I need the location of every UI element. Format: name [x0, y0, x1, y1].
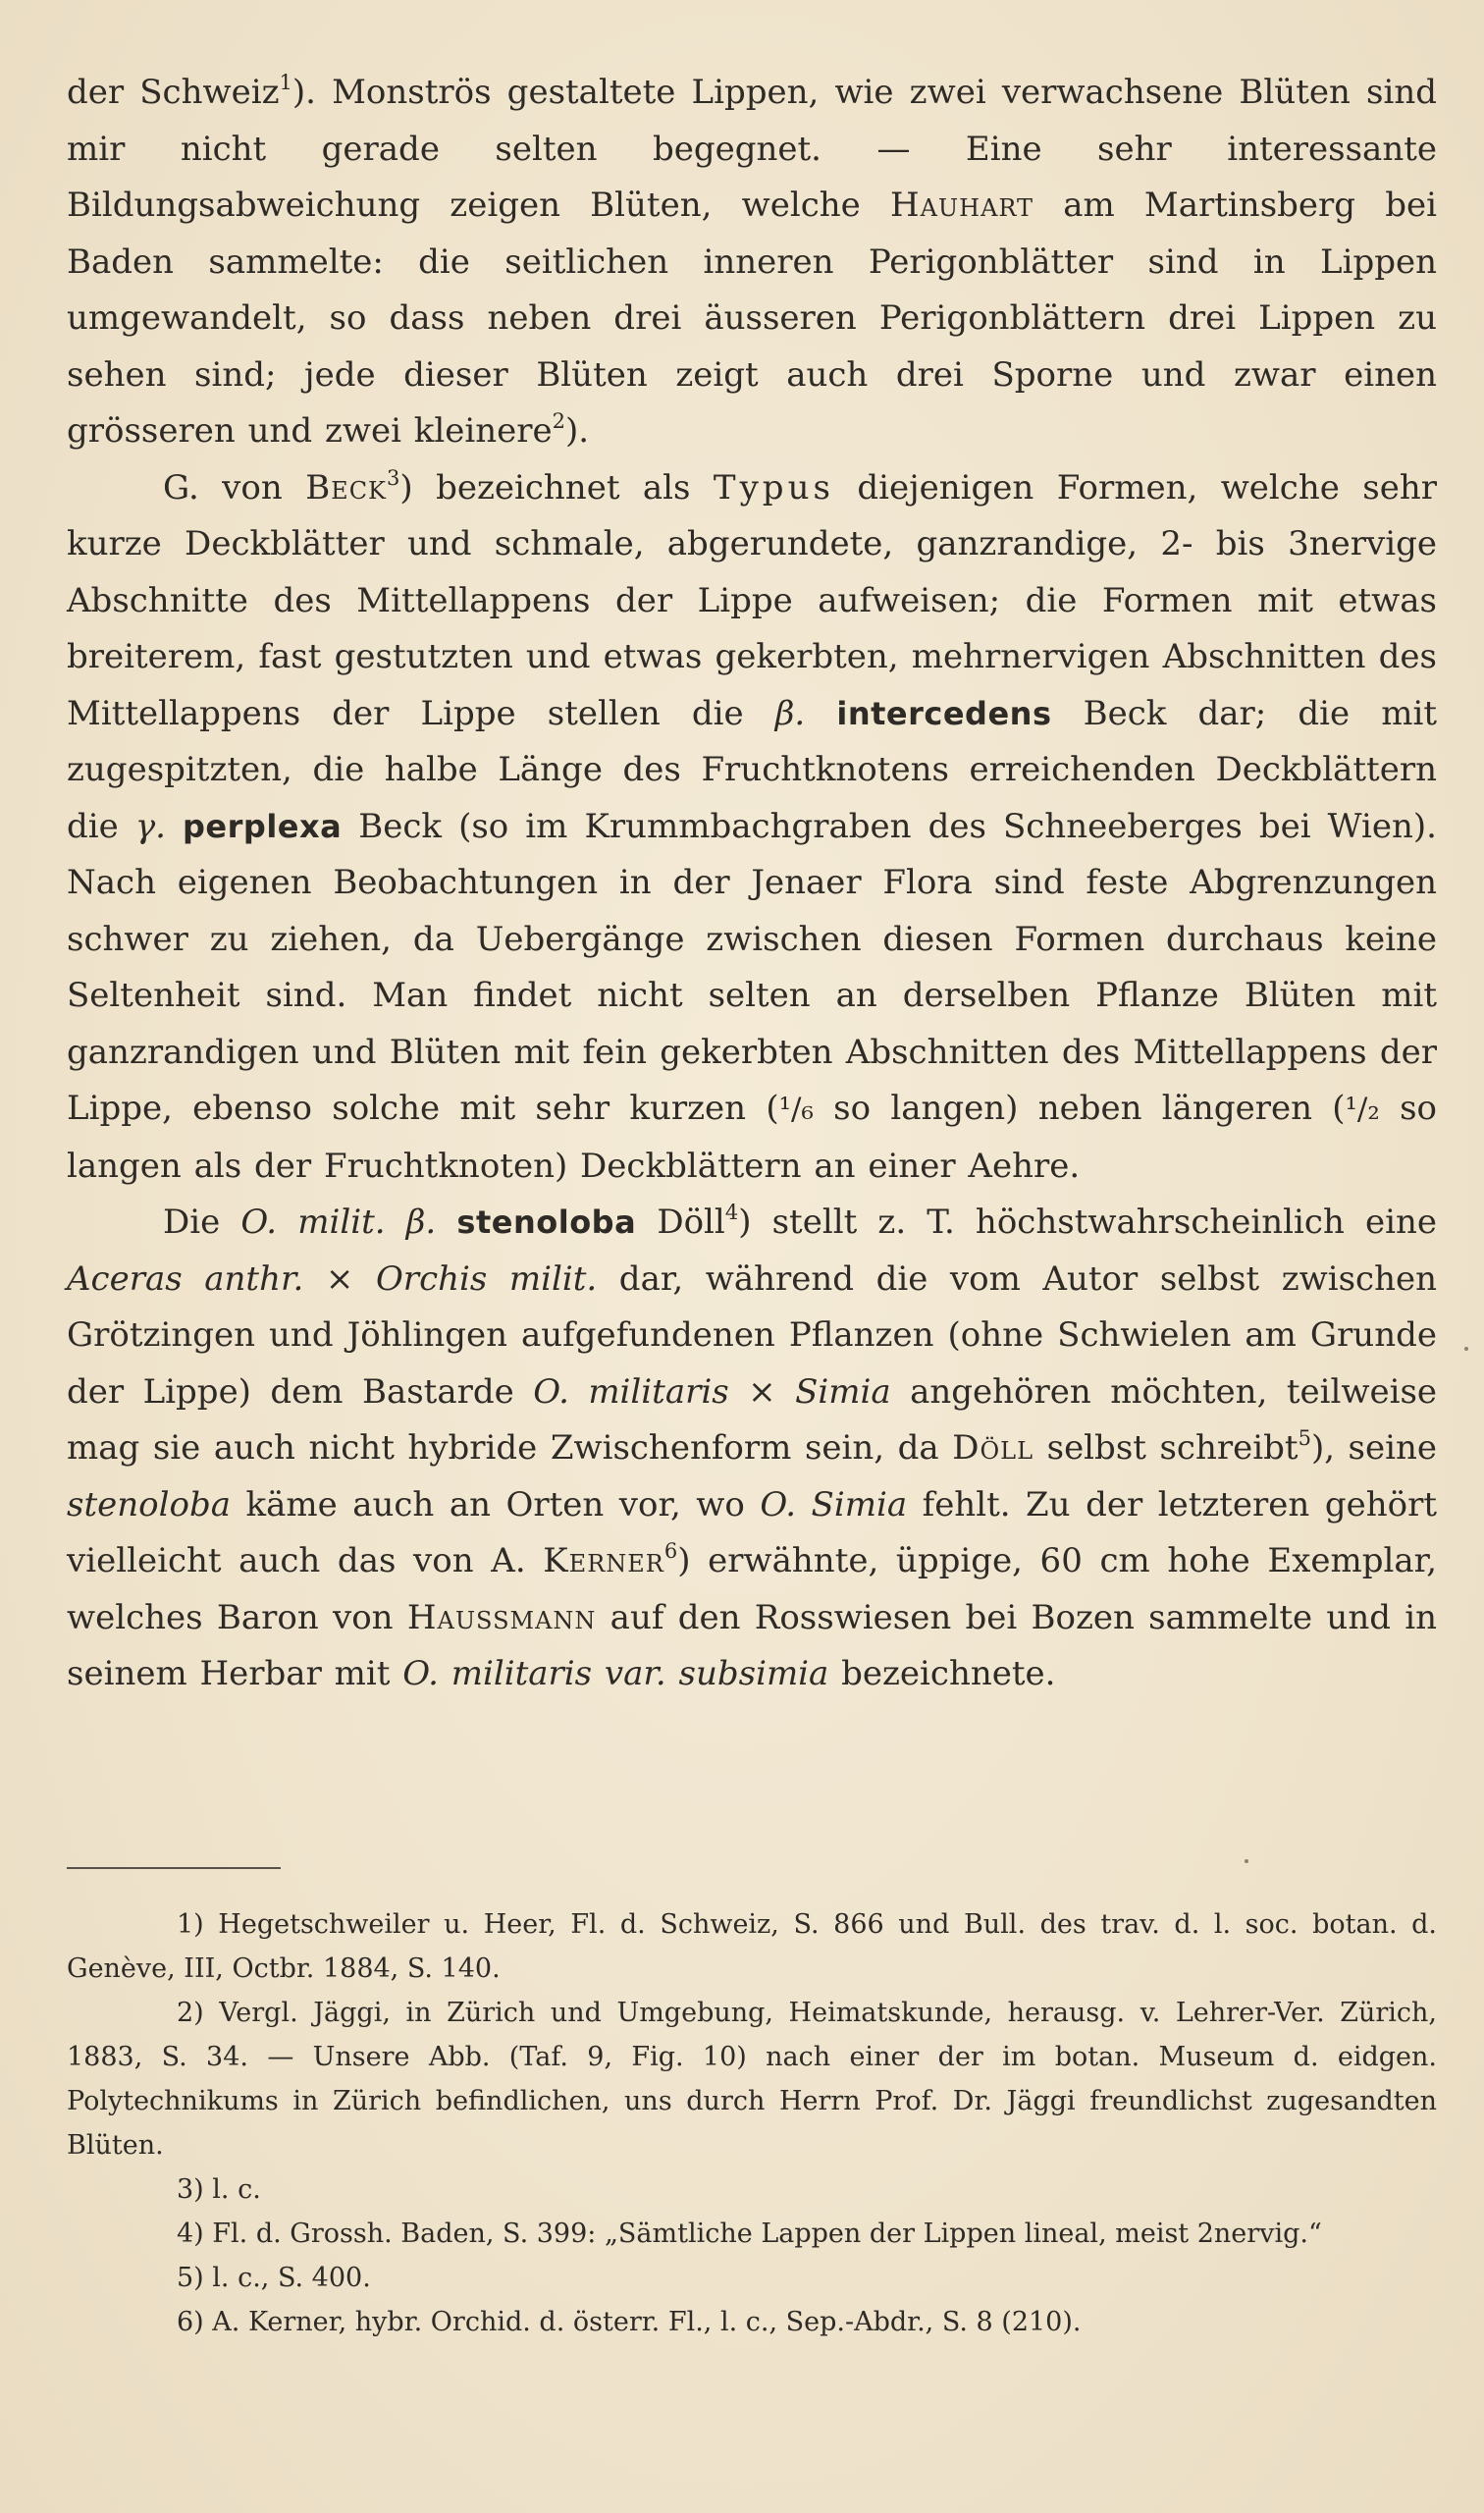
paragraph-1 [67, 65, 1437, 460]
paragraph-2 [67, 460, 1437, 1196]
footnote-6: 6) A. Kerner, hybr. Orchid. d. österr. Fl., l. c., Sep.-Abdr., S. 8 (210). [177, 2307, 1082, 2337]
taxon-simia: Simia [795, 1371, 891, 1412]
text-run: fehlt. Zu der letzteren gehört vielleicht auch das von A. [67, 1484, 1437, 1580]
text-run: ) bezeichnet als [399, 467, 714, 508]
fraction-one-sixth: ¹/₆ [778, 1092, 814, 1127]
fraction-one-half: ¹/₂ [1345, 1092, 1380, 1127]
text-run: Döll [636, 1203, 725, 1242]
text-run: Beck dar; die mit zugespitzten, die halbe Länge des Fruchtknotens erreichenden Deckblättern die [67, 693, 1437, 846]
footnote-5: 5) l. c., S. 400. [177, 2263, 371, 2293]
person-name-beck: Beck [305, 467, 387, 508]
person-name-doell: Döll [952, 1428, 1034, 1468]
footnote-ref-3[interactable]: 3 [387, 465, 400, 490]
taxon-o-milit-beta: O. milit. β. [240, 1203, 437, 1242]
footnote-divider [67, 1867, 281, 1869]
text-run: Beck (so im Krummbachgraben des Schneeberges bei Wien). Nach eigenen Beobachtungen in der Jenaer Flora sind feste Abgrenzungen schwer zu ziehen, da Uebergänge zwischen diesen Formen durchaus keine Seltenheit sind. Man findet nicht selten an derselben Pflanze Blüten mit ganzrandigen und Blüten mit fein gekerbten Abschnitten des Mittellappens der Lippe, ebenso solche mit sehr kurzen ( [67, 806, 1437, 1128]
footnotes [67, 1902, 1437, 2344]
main-text [67, 65, 1437, 1703]
footnote-3: 3) l. c. [177, 2174, 261, 2205]
taxon-stenoloba-italic: stenoloba [67, 1484, 231, 1524]
text-run: so langen als der Fruchtknoten) Deckblättern an einer Aehre. [67, 1089, 1437, 1186]
footnote-ref-5[interactable]: 5 [1298, 1426, 1311, 1450]
text-run: auf den Rosswiesen bei Bozen sammelte und in seinem Herbar mit [67, 1597, 1438, 1693]
footnote-4: 4) Fl. d. Grossh. Baden, S. 399: „Sämtliche Lappen der Lippen lineal, meist 2nervig.“ [177, 2219, 1322, 2249]
footnote-ref-4[interactable]: 4 [724, 1201, 739, 1224]
text-run: ). [565, 411, 590, 451]
hybrid-sign: × [303, 1258, 376, 1299]
text-run: bezeichnete. [828, 1654, 1056, 1693]
person-name-kerner: Kerner [543, 1541, 664, 1580]
text-run: diejenigen Formen, welche sehr kurze Deckblätter und schmale, abgerundete, ganzrandige, 2- bis 3nervige Abschnitte des Mittellappens der Lippe aufweisen; die Formen mit etwas breiterem, fast gestutzten und etwas gekerbten, mehrnervigen Abschnitten des Mittellappens der Lippe stellen die [67, 467, 1437, 733]
text-run: ) stellt z. T. höchstwahrscheinlich eine [738, 1203, 1438, 1242]
taxon-o-simia: O. Simia [760, 1484, 908, 1524]
text-run: ), seine [1310, 1428, 1438, 1468]
greek-gamma: γ. [134, 806, 166, 846]
footnote-ref-2[interactable]: 2 [552, 409, 566, 433]
taxon-intercedens: intercedens [836, 694, 1052, 732]
text-run: der Schweiz [67, 73, 280, 112]
hybrid-sign: × [728, 1371, 796, 1412]
text-run: angehören möchten, teilweise mag sie auch nicht hybride Zwischenform sein, da [67, 1371, 1438, 1468]
text-run: so langen) neben längeren ( [813, 1089, 1346, 1128]
text-run: käme auch an Orten vor, wo [230, 1484, 761, 1524]
term-typus: Typus [713, 467, 834, 508]
paper-speck [1245, 1859, 1248, 1863]
text-run: G. von [163, 467, 306, 508]
text-run: selbst schreibt [1034, 1428, 1298, 1468]
taxon-orchis-milit: Orchis milit. [375, 1258, 598, 1299]
paragraph-3 [67, 1195, 1437, 1703]
text-run: am Martinsberg bei Baden sammelte: die seitlichen inneren Perigonblätter sind in Lippen umgewandelt, so dass neben drei äusseren Perigonblättern drei Lippen zu sehen sind; jede dieser Blüten zeigt auch drei Sporne und zwar einen grösseren und zwei kleinere [67, 186, 1437, 451]
taxon-aceras-anthr: Aceras anthr. [67, 1258, 304, 1299]
text-run: Die [163, 1203, 241, 1242]
text-run: ) erwähnte, üppige, 60 cm hohe Exemplar, welches Baron von [67, 1541, 1437, 1637]
paper-speck [1464, 1347, 1468, 1351]
footnote-2: 2) Vergl. Jäggi, in Zürich und Umgebung, Heimatskunde, herausg. v. Lehrer-Ver. Zürich, 1883, S. 34. — Unsere Abb. (Taf. 9, Fig. 10) nach einer der im botan. Museum d. eidgen. Polytechnikums in Zürich befindlichen, uns durch Herrn Prof. Dr. Jäggi freundlichst zugesandten Blüten. [67, 1998, 1437, 2161]
taxon-subsimia: O. militaris var. subsimia [402, 1654, 829, 1693]
taxon-o-militaris: O. militaris [533, 1371, 729, 1412]
footnote-ref-1[interactable]: 1 [279, 71, 292, 94]
taxon-perplexa: perplexa [183, 807, 343, 845]
taxon-stenoloba: stenoloba [456, 1203, 637, 1241]
text-run: dar, während die vom Autor selbst zwischen Grötzingen und Jöhlingen aufgefundenen Pflanzen (ohne Schwielen am Grunde der Lippe) dem Bastarde [67, 1258, 1437, 1412]
greek-beta: β. [774, 693, 806, 733]
person-name-hauhart: Hauhart [889, 186, 1034, 225]
footnote-ref-6[interactable]: 6 [663, 1539, 678, 1563]
person-name-haussmann: Haussmann [406, 1597, 597, 1637]
text-run: ). Monströs gestaltete Lippen, wie zwei verwachsene Blüten sind mir nicht gerade selten begegnet. — Eine sehr interessante Bildungsabweichung zeigen Blüten, welche [67, 73, 1437, 225]
footnote-1: 1) Hegetschweiler u. Heer, Fl. d. Schweiz, S. 866 und Bull. des trav. d. l. soc. botan. d. Genève, III, Octbr. 1884, S. 140. [67, 1909, 1437, 1984]
